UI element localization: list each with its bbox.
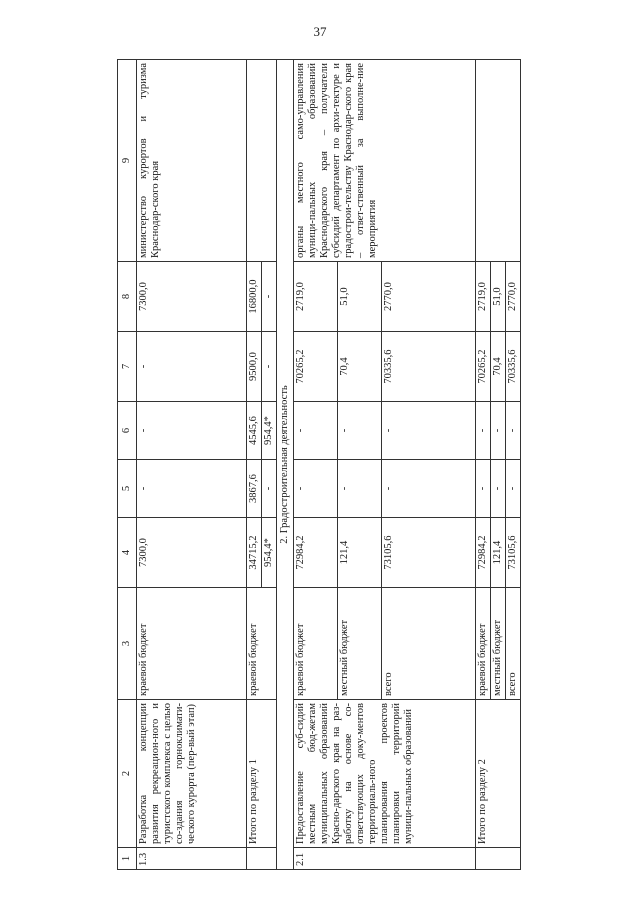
responsible-party: органы местного само-управления муници-пальных образований Краснодарского края – получатели субсидий департамент по архи-тектуре и градострои-тельству Краснодар-ского края – ответ-ственный за выполне-ние мероприятия <box>294 60 476 262</box>
amount-col6: - <box>338 402 382 460</box>
empty-cell <box>476 60 521 262</box>
amount-total: 121,4 <box>491 518 506 588</box>
table-row <box>476 60 491 870</box>
amount-total: 72984,2 <box>294 518 338 588</box>
empty-cell <box>247 848 277 870</box>
responsible-party: министерство курортов и туризма Краснодар-ского края <box>137 60 247 262</box>
amount-col5: 3867,6 <box>247 460 262 518</box>
program-table <box>117 59 521 870</box>
amount-col7: 70265,2 <box>294 332 338 402</box>
amount-col6: - <box>382 402 476 460</box>
funding-source: краевой бюджет <box>137 588 247 700</box>
amount-col6: - <box>476 402 491 460</box>
header-cell-2: 2 <box>118 700 137 848</box>
total-label: Итого по разделу 2 <box>476 700 521 848</box>
funding-source: местный бюджет <box>491 588 506 700</box>
empty-cell <box>247 60 277 262</box>
funding-source: всего <box>506 588 521 700</box>
page-number: 37 <box>313 24 327 39</box>
activity-name: Предоставление суб-сидий местным бюд-жетам муниципальных образований Красно-дарского края на раз-работку на основе со-ответствующих доку-ментов территориаль-ного планирования проектов планировки территорий муници-пальных образований <box>294 700 476 848</box>
amount-col8: - <box>262 262 277 332</box>
section-title: 2. Градостроительная деятельность <box>277 60 294 870</box>
header-row <box>118 60 137 870</box>
amount-total: 7300,0 <box>137 518 247 588</box>
amount-col8: 2770,0 <box>382 262 476 332</box>
amount-col6: 954,4* <box>262 402 277 460</box>
amount-col7: - <box>137 332 247 402</box>
table-row <box>137 60 247 870</box>
amount-col8: 16800,0 <box>247 262 262 332</box>
amount-col8: 2770,0 <box>506 262 521 332</box>
funding-source: краевой бюджет <box>294 588 338 700</box>
header-cell-1: 1 <box>118 848 137 870</box>
section-heading-row <box>277 60 294 870</box>
amount-col8: 2719,0 <box>476 262 491 332</box>
rotated-table-container <box>117 60 587 870</box>
header-cell-6: 6 <box>118 402 137 460</box>
amount-col6: - <box>491 402 506 460</box>
funding-source: краевой бюджет <box>476 588 491 700</box>
amount-col5: - <box>382 460 476 518</box>
funding-source: краевой бюджет <box>247 588 277 700</box>
activity-name: Разработка концепции развития рекреацион-ного и туристского комплекса с целью со-здания горноклимати-ческого курорта (пер-вый этап) <box>137 700 247 848</box>
amount-col7: 70,4 <box>491 332 506 402</box>
header-cell-7: 7 <box>118 332 137 402</box>
amount-col7: 70265,2 <box>476 332 491 402</box>
table-row <box>294 60 338 870</box>
amount-col8: 2719,0 <box>294 262 338 332</box>
amount-total: 954,4* <box>262 518 277 588</box>
amount-total: 121,4 <box>338 518 382 588</box>
row-number: 1.3 <box>137 848 247 870</box>
amount-col6: 4545,6 <box>247 402 262 460</box>
amount-col5: - <box>491 460 506 518</box>
amount-col5: - <box>137 460 247 518</box>
amount-col6: - <box>506 402 521 460</box>
amount-col7: 70335,6 <box>506 332 521 402</box>
funding-source: местный бюджет <box>338 588 382 700</box>
amount-col5: - <box>294 460 338 518</box>
amount-col5: - <box>506 460 521 518</box>
amount-col7: 9500,0 <box>247 332 262 402</box>
total-label: Итого по разделу 1 <box>247 700 277 848</box>
header-cell-9: 9 <box>118 60 137 262</box>
amount-col8: 51,0 <box>338 262 382 332</box>
amount-col6: - <box>294 402 338 460</box>
amount-col8: 7300,0 <box>137 262 247 332</box>
amount-total: 34715,2 <box>247 518 262 588</box>
amount-col6: - <box>137 402 247 460</box>
row-number: 2.1 <box>294 848 476 870</box>
amount-col7: 70335,6 <box>382 332 476 402</box>
amount-col8: 51,0 <box>491 262 506 332</box>
empty-cell <box>476 848 521 870</box>
header-cell-5: 5 <box>118 460 137 518</box>
header-cell-3: 3 <box>118 588 137 700</box>
amount-col7: 70,4 <box>338 332 382 402</box>
amount-col7: - <box>262 332 277 402</box>
amount-total: 73105,6 <box>506 518 521 588</box>
amount-col5: - <box>476 460 491 518</box>
table-row <box>247 60 262 870</box>
amount-total: 73105,6 <box>382 518 476 588</box>
amount-col5: - <box>262 460 277 518</box>
header-cell-4: 4 <box>118 518 137 588</box>
amount-col5: - <box>338 460 382 518</box>
header-cell-8: 8 <box>118 262 137 332</box>
funding-source: всего <box>382 588 476 700</box>
amount-total: 72984,2 <box>476 518 491 588</box>
